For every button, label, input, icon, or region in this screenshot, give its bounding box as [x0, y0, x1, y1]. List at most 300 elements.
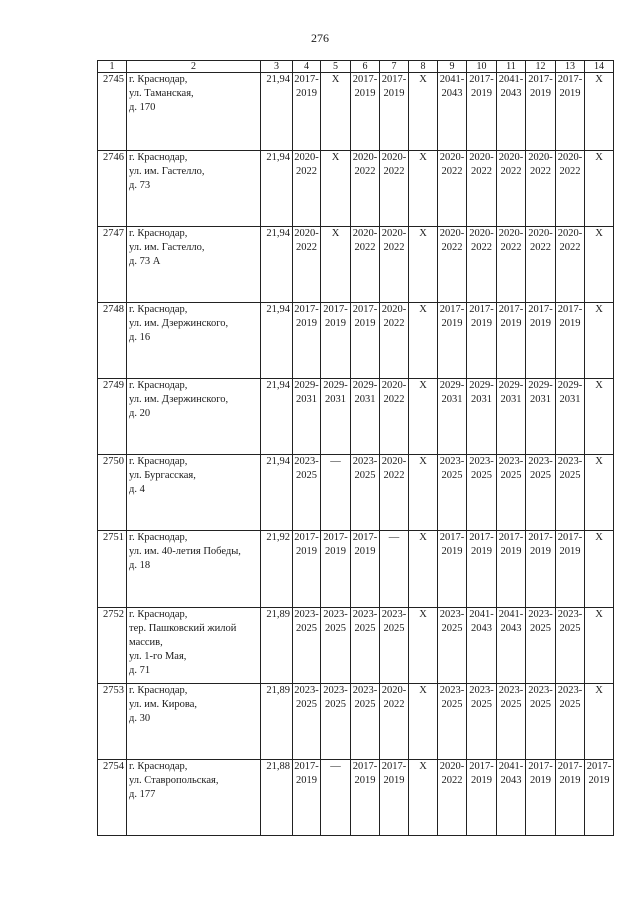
address-cell: [127, 760, 261, 836]
cell-line: 2017-: [294, 74, 319, 85]
period-cell: [497, 303, 526, 379]
cell-line: 2019: [325, 546, 346, 557]
cell-line: 2019: [471, 546, 492, 557]
period-cell: [351, 684, 380, 760]
column-header: 14: [585, 61, 614, 73]
cell-line: д. 18: [129, 560, 151, 571]
cell-line: 2022: [354, 242, 376, 253]
cell-line: 2025: [530, 470, 551, 481]
cell-line: 2020-: [381, 304, 407, 315]
cell-line: X: [595, 456, 603, 467]
period-cell: [585, 455, 614, 531]
cell-line: 2025: [530, 623, 551, 634]
cell-line: 2019: [354, 318, 376, 329]
cell-line: X: [595, 74, 603, 85]
cell-line: 2020-: [294, 152, 319, 163]
period-cell: [556, 303, 585, 379]
cell-line: X: [595, 228, 603, 239]
column-header: 3: [261, 61, 293, 73]
cell-line: ул. Таманская,: [129, 88, 194, 99]
cell-line: 2017-: [557, 74, 583, 85]
period-cell: [409, 455, 438, 531]
cell-line: 2017-: [498, 532, 524, 543]
period-cell: [380, 227, 409, 303]
area-cell: 21,89: [261, 608, 293, 684]
period-cell: [293, 455, 321, 531]
cell-line: д. 30: [129, 713, 151, 724]
cell-line: г. Краснодар,: [129, 685, 188, 696]
cell-line: 2020-: [557, 152, 583, 163]
cell-line: 2025: [296, 699, 317, 710]
cell-line: 2017-: [528, 74, 553, 85]
period-cell: [585, 684, 614, 760]
cell-line: 2020-: [469, 152, 494, 163]
cell-line: 2029-: [498, 380, 524, 391]
cell-line: 2022: [383, 699, 405, 710]
column-header: 7: [380, 61, 409, 73]
cell-line: 2023-: [528, 685, 553, 696]
period-cell: [467, 684, 497, 760]
cell-line: X: [595, 685, 603, 696]
column-header: 8: [409, 61, 438, 73]
column-header: 13: [556, 61, 585, 73]
cell-line: 2043: [471, 623, 492, 634]
period-cell: [556, 684, 585, 760]
register-table: [97, 60, 614, 836]
period-cell: [497, 379, 526, 455]
cell-line: 2019: [354, 775, 376, 786]
address-cell: [127, 73, 261, 151]
period-cell: [293, 531, 321, 608]
period-cell: [497, 760, 526, 836]
cell-line: 2031: [325, 394, 346, 405]
period-cell: [497, 608, 526, 684]
period-cell: [321, 151, 351, 227]
cell-line: 2020-: [381, 228, 407, 239]
cell-line: 2022: [296, 166, 317, 177]
period-cell: [438, 760, 467, 836]
period-cell: [497, 227, 526, 303]
period-cell: [321, 227, 351, 303]
cell-line: 2022: [383, 242, 405, 253]
period-cell: [380, 151, 409, 227]
cell-line: 2019: [559, 546, 581, 557]
cell-line: 2029-: [557, 380, 583, 391]
row-number: 2749: [98, 379, 127, 455]
cell-line: 2017-: [352, 74, 378, 85]
cell-line: 2022: [559, 166, 581, 177]
cell-line: 2019: [559, 88, 581, 99]
cell-line: 2017-: [557, 304, 583, 315]
period-cell: [467, 303, 497, 379]
table-row: [98, 73, 614, 151]
period-cell: [293, 303, 321, 379]
cell-line: д. 4: [129, 484, 145, 495]
period-cell: [293, 379, 321, 455]
period-cell: [321, 531, 351, 608]
cell-line: X: [419, 685, 427, 696]
cell-line: X: [331, 228, 340, 239]
cell-line: 2022: [471, 166, 492, 177]
cell-line: 2020-: [439, 228, 465, 239]
period-cell: [585, 303, 614, 379]
period-cell: [380, 379, 409, 455]
cell-line: 2023-: [557, 685, 583, 696]
cell-line: 2023-: [469, 685, 494, 696]
cell-line: д. 170: [129, 102, 156, 113]
cell-line: 2041-: [498, 609, 524, 620]
cell-line: 2020-: [469, 228, 494, 239]
cell-line: г. Краснодар,: [129, 152, 188, 163]
cell-line: 2023-: [528, 456, 553, 467]
cell-line: 2043: [500, 623, 522, 634]
cell-line: 2023-: [323, 685, 348, 696]
period-cell: [438, 379, 467, 455]
period-cell: [321, 760, 351, 836]
period-cell: [585, 151, 614, 227]
cell-line: X: [595, 380, 603, 391]
cell-line: д. 71: [129, 665, 151, 676]
cell-line: 2019: [500, 546, 522, 557]
cell-line: тер. Пашковский жилой массив,: [129, 623, 237, 648]
cell-line: ул. Бургасская,: [129, 470, 196, 481]
column-header: 12: [526, 61, 556, 73]
cell-line: 2041-: [498, 761, 524, 772]
table-row: [98, 379, 614, 455]
cell-line: 2023-: [557, 456, 583, 467]
period-cell: [438, 151, 467, 227]
cell-line: 2017-: [294, 761, 319, 772]
cell-line: 2025: [325, 699, 346, 710]
cell-line: 2019: [471, 775, 492, 786]
cell-line: д. 73 А: [129, 256, 161, 267]
period-cell: [409, 227, 438, 303]
cell-line: 2041-: [439, 74, 465, 85]
table-row: [98, 455, 614, 531]
cell-line: 2019: [296, 546, 317, 557]
period-cell: [526, 379, 556, 455]
cell-line: 2020-: [294, 228, 319, 239]
area-cell: 21,94: [261, 455, 293, 531]
cell-line: 2017-: [469, 532, 494, 543]
address-cell: [127, 303, 261, 379]
area-cell: 21,94: [261, 379, 293, 455]
period-cell: [293, 608, 321, 684]
cell-line: 2020-: [528, 152, 553, 163]
cell-line: 2025: [441, 470, 463, 481]
cell-line: X: [419, 532, 427, 543]
period-cell: [497, 73, 526, 151]
cell-line: 2031: [471, 394, 492, 405]
table-row: [98, 608, 614, 684]
column-header: 10: [467, 61, 497, 73]
cell-line: ул. Ставропольская,: [129, 775, 219, 786]
cell-line: 2022: [354, 166, 376, 177]
period-cell: [556, 531, 585, 608]
cell-line: X: [595, 532, 603, 543]
cell-line: 2022: [296, 242, 317, 253]
cell-line: 2017-: [557, 761, 583, 772]
cell-line: X: [419, 380, 427, 391]
cell-line: 2029-: [469, 380, 494, 391]
period-cell: [526, 151, 556, 227]
cell-line: 2031: [559, 394, 581, 405]
cell-line: 2023-: [498, 685, 524, 696]
cell-line: 2019: [530, 88, 551, 99]
cell-line: 2025: [559, 470, 581, 481]
period-cell: [351, 73, 380, 151]
cell-line: д. 177: [129, 789, 156, 800]
cell-line: 2023-: [498, 456, 524, 467]
area-cell: 21,94: [261, 151, 293, 227]
cell-line: 2025: [471, 470, 492, 481]
cell-line: 2022: [500, 166, 522, 177]
cell-line: 2025: [559, 699, 581, 710]
period-cell: [556, 151, 585, 227]
column-header: 9: [438, 61, 467, 73]
cell-line: 2020-: [557, 228, 583, 239]
period-cell: [409, 608, 438, 684]
cell-line: 2029-: [323, 380, 348, 391]
cell-line: 2020-: [439, 761, 465, 772]
table-row: [98, 303, 614, 379]
address-cell: [127, 608, 261, 684]
cell-line: ул. им. Дзержинского,: [129, 394, 229, 405]
cell-line: 2019: [530, 546, 551, 557]
period-cell: [380, 531, 409, 608]
cell-line: X: [419, 304, 427, 315]
cell-line: 2017-: [323, 304, 348, 315]
period-cell: [526, 760, 556, 836]
period-cell: [556, 455, 585, 531]
area-cell: 21,92: [261, 531, 293, 608]
cell-line: 2020-: [381, 380, 407, 391]
table-row: [98, 151, 614, 227]
period-cell: [409, 379, 438, 455]
period-cell: [293, 227, 321, 303]
row-number: 2745: [98, 73, 127, 151]
cell-line: 2025: [354, 699, 376, 710]
cell-line: 2022: [383, 394, 405, 405]
cell-line: 2017-: [381, 74, 407, 85]
cell-line: 2019: [354, 88, 376, 99]
cell-line: 2019: [441, 318, 463, 329]
period-cell: [467, 608, 497, 684]
table-row: [98, 684, 614, 760]
period-cell: [556, 760, 585, 836]
cell-line: 2043: [500, 88, 522, 99]
cell-line: 2023-: [439, 456, 465, 467]
cell-line: 2019: [559, 318, 581, 329]
period-cell: [438, 684, 467, 760]
cell-line: 2025: [325, 623, 346, 634]
period-cell: [351, 227, 380, 303]
cell-line: 2025: [441, 699, 463, 710]
cell-line: 2023-: [469, 456, 494, 467]
cell-line: д. 16: [129, 332, 151, 343]
area-cell: 21,89: [261, 684, 293, 760]
cell-line: 2017-: [439, 532, 465, 543]
period-cell: [380, 684, 409, 760]
cell-line: 2017-: [528, 304, 553, 315]
period-cell: [438, 303, 467, 379]
cell-line: г. Краснодар,: [129, 74, 188, 85]
cell-line: 2020-: [352, 152, 378, 163]
period-cell: [526, 684, 556, 760]
period-cell: [585, 73, 614, 151]
cell-line: X: [419, 74, 427, 85]
period-cell: [380, 73, 409, 151]
cell-line: 2023-: [557, 609, 583, 620]
period-cell: [497, 684, 526, 760]
area-cell: 21,94: [261, 303, 293, 379]
period-cell: [467, 227, 497, 303]
cell-line: 2022: [441, 166, 463, 177]
cell-line: 2017-: [586, 761, 612, 772]
cell-line: 2020-: [352, 228, 378, 239]
period-cell: [351, 608, 380, 684]
cell-line: X: [419, 152, 427, 163]
cell-line: X: [331, 74, 340, 85]
period-cell: [321, 608, 351, 684]
period-cell: [351, 531, 380, 608]
period-cell: [467, 531, 497, 608]
period-cell: [438, 608, 467, 684]
cell-line: г. Краснодар,: [129, 456, 188, 467]
table-row: [98, 531, 614, 608]
cell-line: 2017-: [381, 761, 407, 772]
cell-line: 2019: [588, 775, 610, 786]
cell-line: г. Краснодар,: [129, 380, 188, 391]
period-cell: [467, 151, 497, 227]
period-cell: [293, 684, 321, 760]
cell-line: 2023-: [352, 685, 378, 696]
period-cell: [556, 379, 585, 455]
cell-line: 2019: [559, 775, 581, 786]
cell-line: г. Краснодар,: [129, 761, 188, 772]
cell-line: 2025: [296, 470, 317, 481]
cell-line: 2023-: [439, 685, 465, 696]
period-cell: [409, 303, 438, 379]
cell-line: 2025: [296, 623, 317, 634]
cell-line: 2023-: [323, 609, 348, 620]
period-cell: [585, 760, 614, 836]
cell-line: 2025: [441, 623, 463, 634]
period-cell: [409, 684, 438, 760]
cell-line: 2019: [530, 318, 551, 329]
cell-line: 2041-: [469, 609, 494, 620]
period-cell: [409, 73, 438, 151]
period-cell: [351, 303, 380, 379]
period-cell: [293, 73, 321, 151]
row-number: 2750: [98, 455, 127, 531]
cell-line: 2025: [354, 623, 376, 634]
cell-line: 2031: [500, 394, 522, 405]
cell-line: X: [331, 152, 340, 163]
cell-line: 2019: [471, 88, 492, 99]
address-cell: [127, 531, 261, 608]
area-cell: 21,94: [261, 73, 293, 151]
cell-line: 2025: [500, 699, 522, 710]
cell-line: 2031: [296, 394, 317, 405]
cell-line: 2017-: [352, 532, 378, 543]
cell-line: 2023-: [294, 685, 319, 696]
cell-line: 2043: [441, 88, 463, 99]
cell-line: 2023-: [352, 456, 378, 467]
cell-line: г. Краснодар,: [129, 304, 188, 315]
row-number: 2754: [98, 760, 127, 836]
address-cell: [127, 455, 261, 531]
cell-line: 2029-: [439, 380, 465, 391]
cell-line: 2020-: [439, 152, 465, 163]
cell-line: 2022: [530, 242, 551, 253]
period-cell: [585, 531, 614, 608]
period-cell: [380, 303, 409, 379]
period-cell: [497, 455, 526, 531]
cell-line: 2031: [354, 394, 376, 405]
column-header: 11: [497, 61, 526, 73]
cell-line: X: [419, 609, 427, 620]
period-cell: [351, 455, 380, 531]
period-cell: [556, 608, 585, 684]
address-cell: [127, 227, 261, 303]
period-cell: [351, 151, 380, 227]
cell-line: 2022: [383, 470, 405, 481]
cell-line: 2022: [441, 242, 463, 253]
cell-line: 2031: [441, 394, 463, 405]
period-cell: [526, 227, 556, 303]
cell-line: 2023-: [381, 609, 407, 620]
cell-line: 2019: [296, 88, 317, 99]
period-cell: [409, 151, 438, 227]
cell-line: 2019: [383, 775, 405, 786]
period-cell: [380, 455, 409, 531]
cell-line: 2025: [471, 699, 492, 710]
period-cell: [321, 379, 351, 455]
cell-line: X: [419, 228, 427, 239]
cell-line: ул. им. Гастелло,: [129, 242, 205, 253]
cell-line: г. Краснодар,: [129, 609, 188, 620]
period-cell: [380, 760, 409, 836]
period-cell: [293, 151, 321, 227]
row-number: 2751: [98, 531, 127, 608]
cell-line: 2017-: [294, 304, 319, 315]
cell-line: 2043: [500, 775, 522, 786]
period-cell: [585, 227, 614, 303]
cell-line: —: [330, 456, 341, 467]
cell-line: 2025: [500, 470, 522, 481]
period-cell: [497, 531, 526, 608]
period-cell: [526, 608, 556, 684]
cell-line: 2025: [559, 623, 581, 634]
cell-line: г. Краснодар,: [129, 228, 188, 239]
cell-line: ул. им. Дзержинского,: [129, 318, 229, 329]
period-cell: [293, 760, 321, 836]
cell-line: 2029-: [294, 380, 319, 391]
cell-line: 2020-: [528, 228, 553, 239]
cell-line: 2017-: [439, 304, 465, 315]
period-cell: [321, 684, 351, 760]
row-number: 2752: [98, 608, 127, 684]
table-body: [98, 61, 614, 836]
row-number: 2753: [98, 684, 127, 760]
cell-line: 2017-: [294, 532, 319, 543]
period-cell: [321, 303, 351, 379]
period-cell: [438, 455, 467, 531]
cell-line: 2017-: [528, 532, 553, 543]
period-cell: [526, 455, 556, 531]
cell-line: 2022: [441, 775, 463, 786]
